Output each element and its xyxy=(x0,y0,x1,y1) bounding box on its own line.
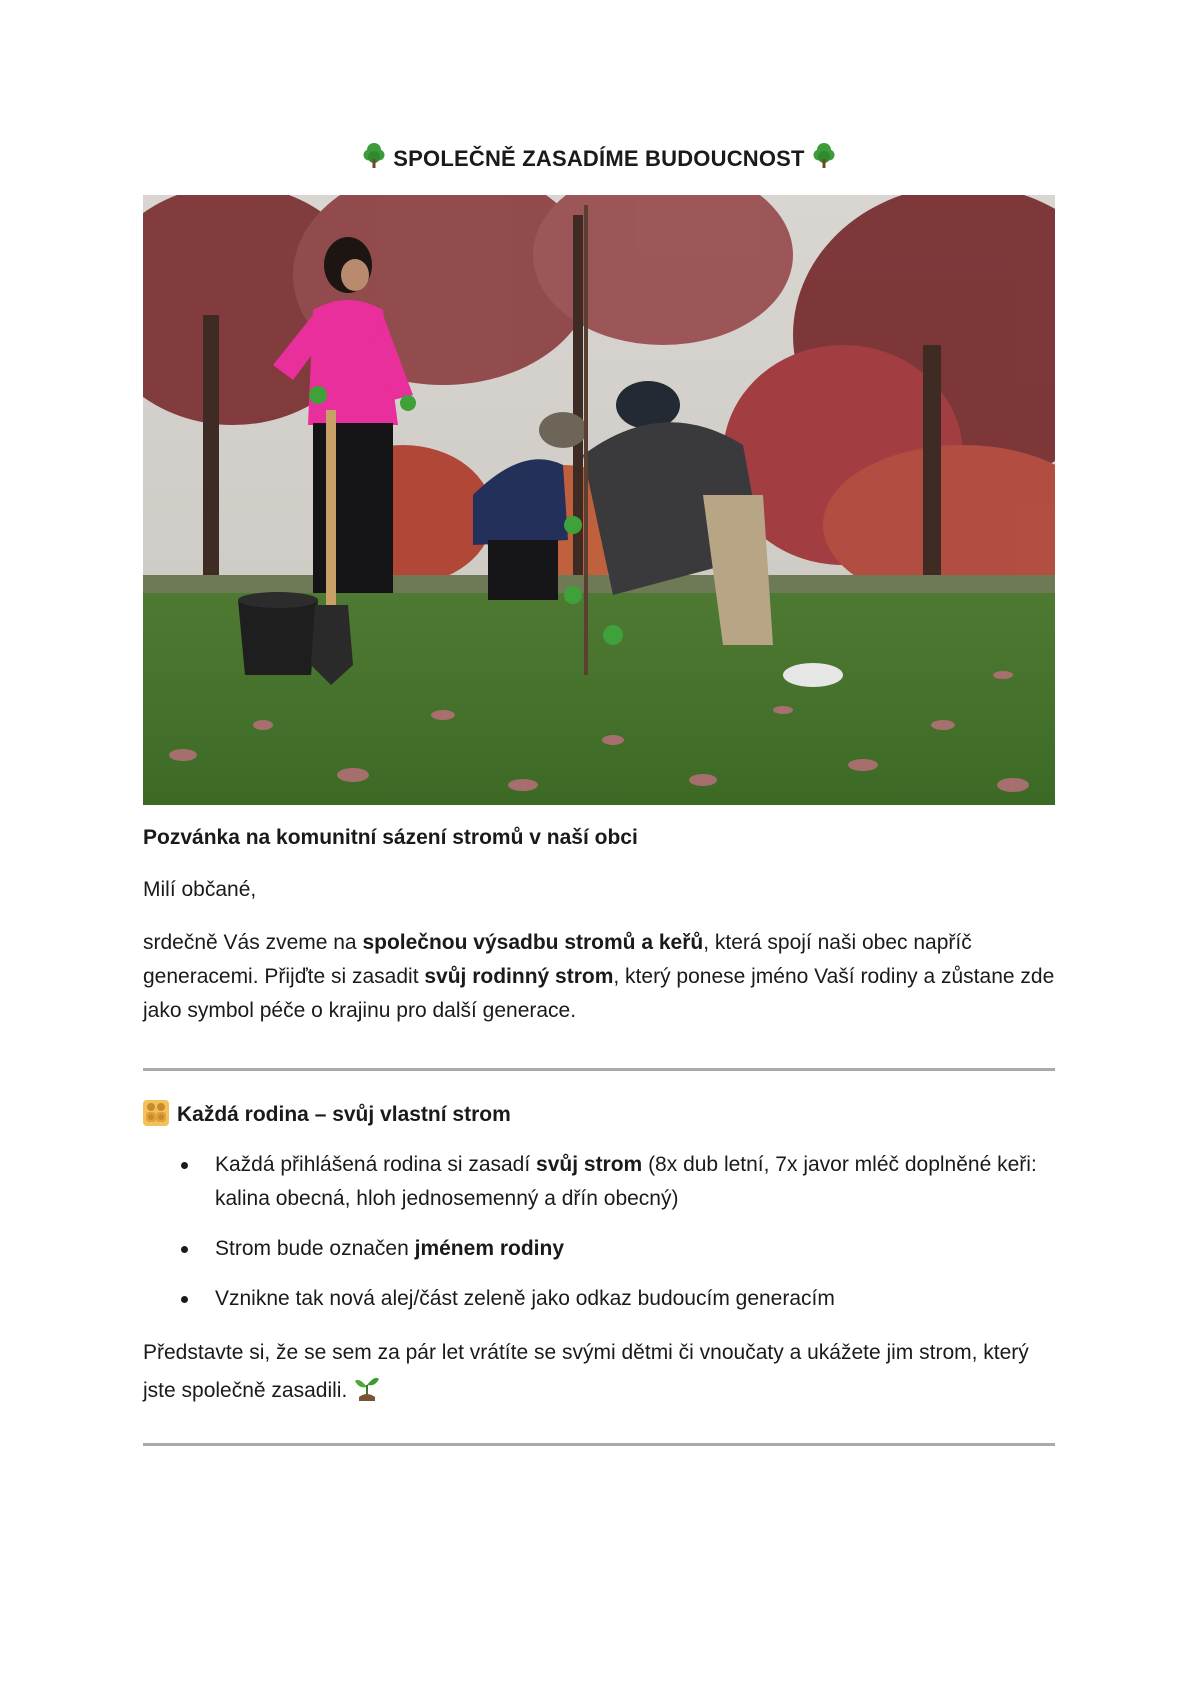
bullet-list xyxy=(143,1148,1055,1332)
section-heading xyxy=(143,1100,511,1135)
list-item-text: Vznikne tak nová alej/část zeleně jako odkaz budoucím generacím xyxy=(215,1287,835,1310)
intro-bold: společnou výsadbu stromů a keřů xyxy=(362,931,704,954)
intro-text: , který ponese jméno Vaší rodiny a zůstane zde jako symbol péče o krajinu pro další generace. xyxy=(143,965,1055,1022)
closing-paragraph xyxy=(143,1334,1055,1414)
intro-paragraph xyxy=(143,926,1055,1028)
divider xyxy=(143,1068,1055,1071)
list-item-text: Strom bude označen xyxy=(215,1237,415,1260)
list-item xyxy=(143,1232,1055,1266)
list-item-text: (8x dub letní, 7x javor mléč doplněné keři: kalina obecná, hloh jednosemenný a dřín obecný) xyxy=(215,1153,1037,1210)
list-item-bold: jménem rodiny xyxy=(414,1237,564,1260)
intro-text: , která spojí naši obec napříč generacemi. Přijďte si zasadit xyxy=(143,931,972,988)
invitation-subheading: Pozvánka na komunitní sázení stromů v naší obci xyxy=(143,826,638,849)
page-title xyxy=(143,142,1055,178)
list-item-text: Každá přihlášená rodina si zasadí xyxy=(215,1153,537,1176)
list-item xyxy=(143,1148,1055,1216)
intro-text: srdečně Vás zveme na xyxy=(143,931,363,954)
closing-text: Představte si, že se sem za pár let vrátíte se svými dětmi či vnoučaty a ukážete jim strom, který jste společně zasadili. xyxy=(143,1341,1029,1402)
family-icon xyxy=(143,1100,169,1135)
greeting: Milí občané, xyxy=(143,878,257,901)
section-heading-text: Každá rodina – svůj vlastní strom xyxy=(177,1103,511,1126)
deciduous-tree-icon xyxy=(813,142,835,178)
seedling-icon xyxy=(355,1375,379,1414)
list-item xyxy=(143,1282,1055,1316)
deciduous-tree-icon xyxy=(363,142,385,178)
title-text: SPOLEČNĚ ZASADÍME BUDOUCNOST xyxy=(393,146,805,171)
list-item-bold: svůj strom xyxy=(536,1153,643,1176)
tree-planting-photo xyxy=(143,195,1055,805)
divider xyxy=(143,1443,1055,1446)
intro-bold: svůj rodinný strom xyxy=(424,965,614,988)
